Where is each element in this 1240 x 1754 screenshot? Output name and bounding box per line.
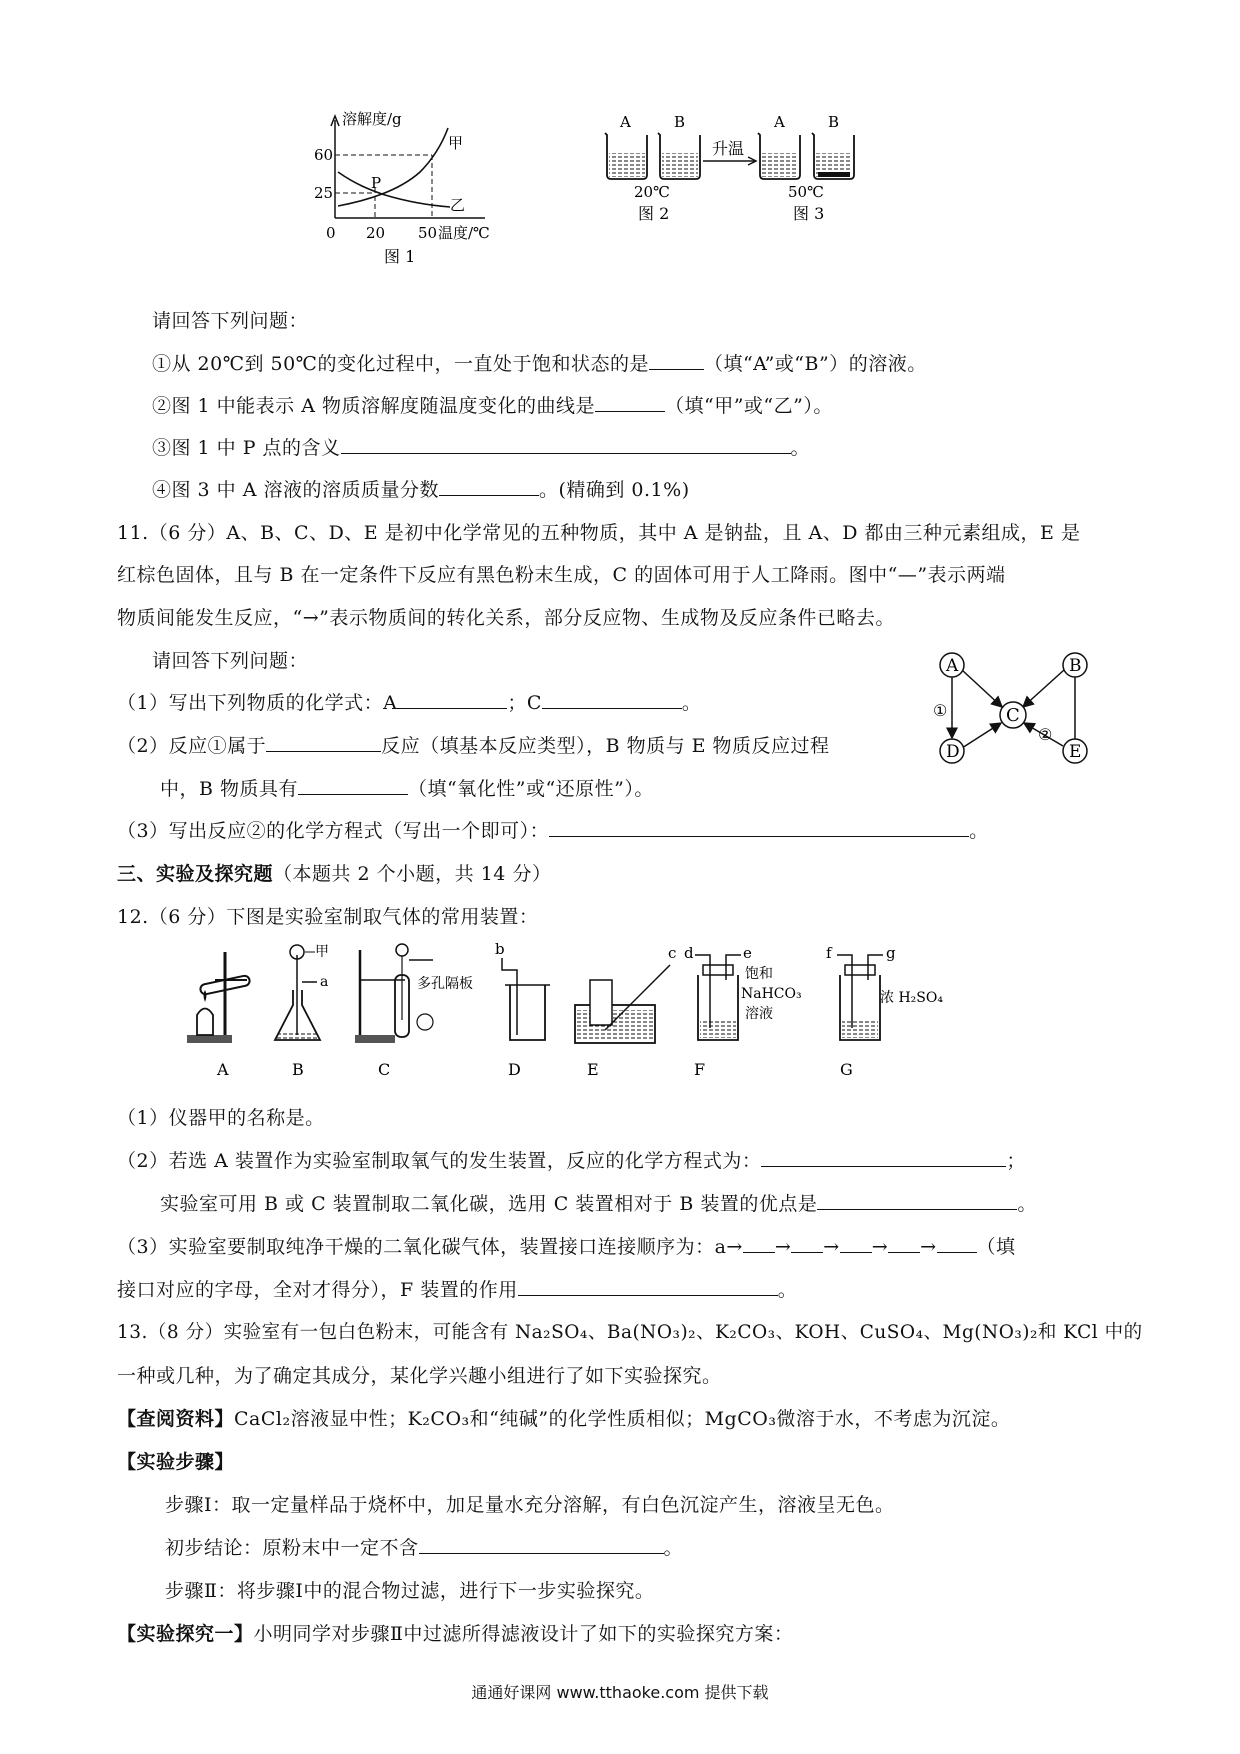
svg-text:b: b [495,940,505,958]
svg-text:B: B [292,1060,304,1079]
answer-blank[interactable] [397,690,507,709]
fig1-curve-yi-label: 乙 [450,196,466,214]
node-a: A [946,656,959,676]
apparatus-g [837,955,883,1040]
svg-text:多孔隔板: 多孔隔板 [417,976,473,992]
fig1-curve-jia-label: 甲 [448,134,464,152]
svg-text:甲: 甲 [315,944,329,960]
fig3-beaker-b [812,133,854,179]
svg-text:饱和: 饱和 [745,966,773,982]
svg-text:C: C [378,1060,391,1079]
q11-line2: 红棕色固体，且与 B 在一定条件下反应有黑色粉末生成，C 的固体可用于人工降雨。图中“—”表示两端 [117,564,1006,586]
arrow-label: 升温 [712,139,745,158]
answer-blank[interactable] [341,435,791,454]
answer-blank[interactable] [840,1234,872,1253]
fig2-beaker-a [605,133,647,179]
svg-text:E: E [587,1060,599,1079]
beakers-figure [600,115,900,255]
svg-text:a: a [320,974,329,990]
svg-text:D: D [508,1060,521,1079]
q13-steps-heading: 【实验步骤】 [117,1451,235,1473]
fig1-ylabel: 溶解度/g [342,110,402,128]
fig3-caption: 图 3 [793,204,825,223]
apparatus-e [575,965,670,1043]
svg-text:G: G [840,1060,853,1079]
fig1-point-p: P [371,174,382,192]
q12-stem: 12.（6 分）下图是实验室制取气体的常用装置： [117,906,539,928]
q11-p2b: 中，B 物质具有 （填“氧化性”或“还原性”）。 [160,778,654,800]
fig1-caption: 图 1 [384,247,416,266]
reaction-1-label: ① [933,701,948,720]
svg-text:e: e [743,944,752,962]
reaction-2-label: ② [1038,725,1053,744]
answer-blank[interactable] [518,1277,778,1296]
svg-text:F: F [694,1060,706,1079]
q10-intro: 请回答下列问题： [152,310,309,332]
q11-intro: 请回答下列问题： [152,650,309,672]
apparatus-a [187,952,250,1043]
solubility-chart [300,100,520,270]
fig1-xtick-0: 0 [326,224,336,242]
svg-text:g: g [886,944,896,962]
svg-text:B: B [828,115,840,131]
q13-explore: 【实验探究一】小明同学对步骤Ⅱ中过滤所得滤液设计了如下的实验探究方案： [117,1623,794,1645]
svg-text:A: A [620,115,631,131]
q10-sub3: ③图 1 中 P 点的含义 。 [152,437,811,459]
page-footer: 通通好课网 www.tthaoke.com 提供下载 [471,1683,769,1702]
node-b: B [1069,656,1082,676]
answer-blank[interactable] [888,1234,920,1253]
svg-text:f: f [826,944,832,962]
svg-text:浓 H₂SO₄: 浓 H₂SO₄ [880,990,943,1006]
q12-p2b: 实验室可用 B 或 C 装置制取二氧化碳，选用 C 装置相对于 B 装置的优点是 。 [160,1193,1037,1215]
q12-p2a: （2）若选 A 装置作为实验室制取氧气的发生装置，反应的化学方程式为： ； [117,1150,1026,1172]
answer-blank[interactable] [549,818,969,837]
apparatus-c [355,944,433,1043]
q11-p2a: （2）反应①属于 反应（填基本反应类型），B 物质与 E 物质反应过程 [117,735,830,757]
q13-reference: 【查阅资料】CaCl₂溶液显中性；K₂CO₃和“纯碱”的化学性质相似；MgCO₃微溶于水，不考虑为沉淀。 [117,1408,1011,1430]
answer-blank[interactable] [743,1234,775,1253]
fig2-caption: 图 2 [638,204,670,223]
q12-p3a: （3）实验室要制取纯净干燥的二氧化碳气体，装置接口连接顺序为：a→ → → → → （填 [117,1236,1016,1258]
svg-text:20℃: 20℃ [634,183,670,201]
q10-sub4: ④图 3 中 A 溶液的溶质质量分数 。(精确到 0.1%) [152,479,690,501]
q11-line3: 物质间能发生反应，“→”表示物质间的转化关系，部分反应物、生成物及反应条件已略去。 [117,607,895,629]
answer-blank[interactable] [761,1148,1006,1167]
answer-blank[interactable] [542,690,682,709]
node-e: E [1069,742,1082,762]
q13-line2: 一种或几种，为了确定其成分，某化学兴趣小组进行了如下实验探究。 [117,1365,722,1387]
apparatus-f [695,955,741,1040]
answer-blank[interactable] [298,776,408,795]
q11-p3: （3）写出反应②的化学方程式（写出一个即可）： 。 [117,820,989,842]
q12-p3b: 接口对应的字母，全对才得分），F 装置的作用 。 [117,1279,798,1301]
node-d: D [946,742,960,762]
fig1-ytick-60: 60 [314,146,334,164]
apparatus-b [275,945,320,1040]
relation-diagram [930,650,1100,775]
answer-blank[interactable] [419,1535,664,1554]
fig1-ytick-25: 25 [314,184,334,202]
apparatus-figure [175,940,1075,1080]
answer-blank[interactable] [791,1234,823,1253]
svg-text:溶液: 溶液 [745,1006,773,1022]
answer-blank[interactable] [937,1234,977,1253]
answer-blank[interactable] [266,733,381,752]
q13-conclusion: 初步结论：原粉末中一定不含 。 [165,1537,684,1559]
answer-blank[interactable] [649,351,704,370]
svg-text:c: c [668,944,677,962]
node-c: C [1006,705,1020,726]
section3-heading: 三、实验及探究题（本题共 2 个小题，共 14 分） [117,863,552,885]
fig2-beaker-b [658,133,700,179]
fig1-xtick-50: 50 [418,224,438,242]
apparatus-d [502,958,550,1040]
answer-blank[interactable] [439,477,539,496]
svg-text:NaHCO₃: NaHCO₃ [741,986,802,1002]
q13-line1: 13.（8 分）实验室有一包白色粉末，可能含有 Na₂SO₄、Ba(NO₃)₂、K₂CO₃、KOH、CuSO₄、Mg(NO₃)₂和 KCl 中的 [117,1322,1143,1343]
svg-text:50℃: 50℃ [788,183,824,201]
svg-text:A: A [217,1060,229,1079]
svg-text:B: B [674,115,686,131]
q13-step2: 步骤Ⅱ：将步骤Ⅰ中的混合物过滤，进行下一步实验探究。 [165,1580,655,1602]
q12-p1: （1）仪器甲的名称是。 [117,1107,325,1129]
q13-step1: 步骤Ⅰ：取一定量样品于烧杯中，加足量水充分溶解，有白色沉淀产生，溶液呈无色。 [165,1494,895,1516]
fig1-xtick-20: 20 [366,224,386,242]
answer-blank[interactable] [595,393,665,412]
answer-blank[interactable] [817,1191,1017,1210]
q11-p1: （1）写出下列物质的化学式：A ；C 。 [117,692,702,714]
svg-text:A: A [774,115,785,131]
q10-sub2: ②图 1 中能表示 A 物质溶解度随温度变化的曲线是 （填“甲”或“乙”）。 [152,395,833,417]
svg-text:d: d [684,944,694,962]
q10-sub1: ①从 20℃到 50℃的变化过程中，一直处于饱和状态的是 （填“A”或“B”）的溶液。 [152,353,927,375]
q11-line1: 11.（6 分）A、B、C、D、E 是初中化学常见的五种物质，其中 A 是钠盐，且 A、D 都由三种元素组成，E 是 [117,522,1081,544]
fig1-xlabel: 温度/℃ [438,224,490,242]
fig3-beaker-a [758,133,800,179]
